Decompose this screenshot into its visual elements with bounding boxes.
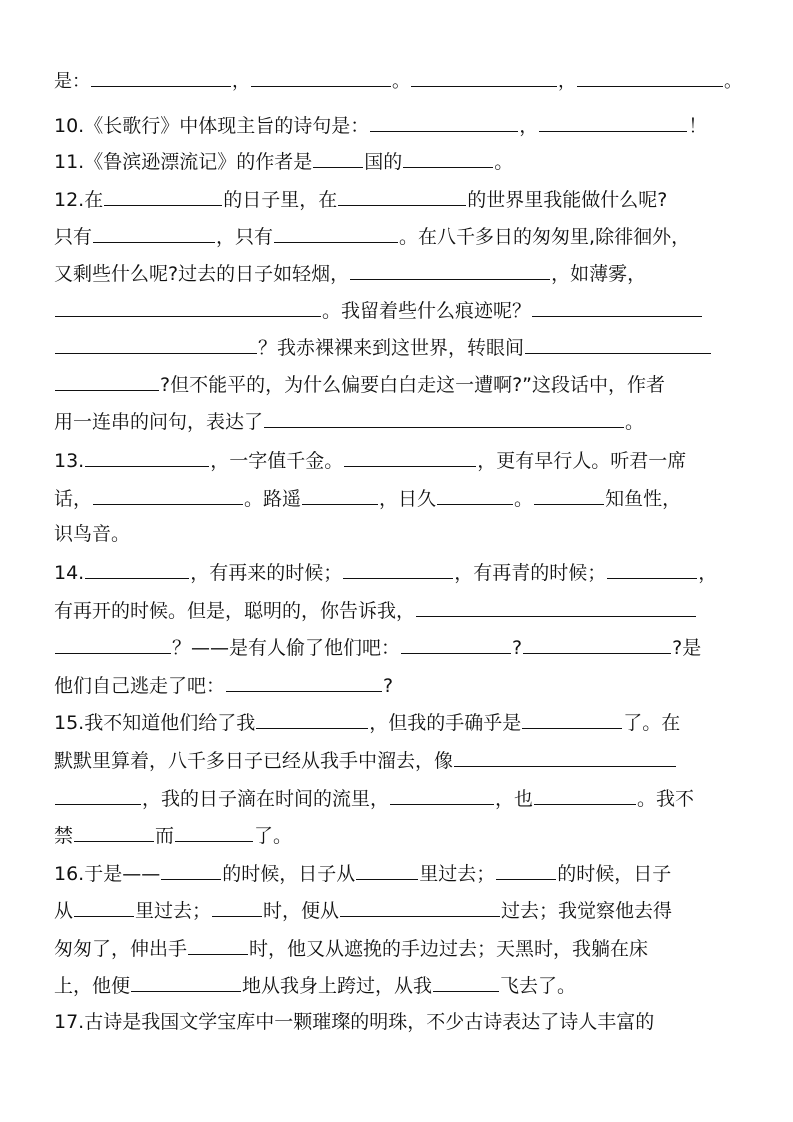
answer-blank[interactable] bbox=[454, 746, 676, 767]
answer-blank[interactable] bbox=[264, 407, 624, 428]
answer-blank[interactable] bbox=[403, 147, 493, 168]
text-line: 又剩些什么呢?过去的日子如轻烟， ，如薄雾， bbox=[54, 259, 744, 287]
text-line: 禁 而 了。 bbox=[54, 821, 744, 849]
text-line: 是： ， 。 ， 。 bbox=[54, 66, 744, 95]
answer-blank[interactable] bbox=[607, 558, 697, 579]
question-15: 15.我不知道他们给了我 ，但我的手确乎是 了。在 bbox=[54, 708, 744, 736]
text-line: ？我赤裸裸来到这世界，转眼间 bbox=[54, 333, 744, 361]
answer-blank[interactable] bbox=[390, 784, 494, 805]
text-line: ?但不能平的，为什么偏要白白走这一遭啊?”这段话中，作者 bbox=[54, 370, 744, 398]
text-line: 话， 。路遥 ，日久 。 知鱼性， bbox=[54, 484, 744, 512]
answer-blank[interactable] bbox=[539, 111, 687, 132]
question-10: 10.《长歌行》中体现主旨的诗句是： ， ！ bbox=[54, 111, 744, 139]
text-line: 有再开的时候。但是，聪明的，你告诉我， bbox=[54, 596, 744, 624]
answer-blank[interactable] bbox=[212, 896, 262, 917]
answer-blank[interactable] bbox=[338, 185, 466, 206]
answer-blank[interactable] bbox=[416, 596, 696, 617]
text-line: 上，他便 地从我身上跨过，从我 飞去了。 bbox=[54, 971, 744, 999]
answer-blank[interactable] bbox=[433, 971, 499, 992]
answer-blank[interactable] bbox=[532, 296, 702, 317]
answer-blank[interactable] bbox=[55, 333, 257, 354]
answer-blank[interactable] bbox=[401, 633, 511, 654]
answer-blank[interactable] bbox=[343, 558, 453, 579]
question-12: 12.在 的日子里，在 的世界里我能做什么呢? bbox=[54, 185, 744, 213]
question-13: 13. ，一字值千金。 ，更有早行人。听君一席 bbox=[54, 446, 744, 474]
answer-blank[interactable] bbox=[274, 222, 398, 243]
answer-blank[interactable] bbox=[525, 333, 711, 354]
answer-blank[interactable] bbox=[523, 633, 671, 654]
answer-blank[interactable] bbox=[340, 896, 500, 917]
answer-blank[interactable] bbox=[534, 484, 604, 505]
answer-blank[interactable] bbox=[256, 708, 368, 729]
answer-blank[interactable] bbox=[534, 784, 636, 805]
answer-blank[interactable] bbox=[350, 259, 550, 280]
answer-blank[interactable] bbox=[437, 484, 513, 505]
answer-blank[interactable] bbox=[104, 185, 222, 206]
answer-blank[interactable] bbox=[55, 370, 159, 391]
answer-blank[interactable] bbox=[175, 821, 253, 842]
answer-blank[interactable] bbox=[93, 484, 243, 505]
answer-blank[interactable] bbox=[302, 484, 378, 505]
answer-blank[interactable] bbox=[85, 446, 209, 467]
answer-blank[interactable] bbox=[131, 971, 241, 992]
answer-blank[interactable] bbox=[91, 66, 231, 87]
answer-blank[interactable] bbox=[356, 859, 418, 880]
text-line: 从 里过去； 时，便从 过去；我觉察他去得 bbox=[54, 896, 744, 924]
answer-blank[interactable] bbox=[411, 66, 557, 87]
answer-blank[interactable] bbox=[496, 859, 556, 880]
question-17: 17.古诗是我国文学宝库中一颗璀璨的明珠，不少古诗表达了诗人丰富的 bbox=[54, 1011, 655, 1033]
answer-blank[interactable] bbox=[370, 111, 518, 132]
answer-blank[interactable] bbox=[313, 147, 363, 168]
answer-blank[interactable] bbox=[85, 558, 189, 579]
answer-blank[interactable] bbox=[55, 296, 321, 317]
text-line: 匆匆了，伸出手 时，他又从遮挽的手边过去；天黑时，我躺在床 bbox=[54, 934, 744, 962]
answer-blank[interactable] bbox=[74, 896, 134, 917]
answer-blank[interactable] bbox=[55, 784, 141, 805]
answer-blank[interactable] bbox=[344, 446, 476, 467]
text-line: ，我的日子滴在时间的流里， ，也 。我不 bbox=[54, 784, 744, 812]
text-line: 。我留着些什么痕迹呢？ bbox=[54, 296, 744, 324]
answer-blank[interactable] bbox=[93, 222, 215, 243]
answer-blank[interactable] bbox=[522, 708, 622, 729]
answer-blank[interactable] bbox=[55, 633, 171, 654]
answer-blank[interactable] bbox=[74, 821, 154, 842]
text-line: 用一连串的问句，表达了 。 bbox=[54, 407, 744, 435]
text-line: 他们自己逃走了吧： ? bbox=[54, 671, 744, 699]
text-line: 默默里算着，八千多日子已经从我手中溜去，像 bbox=[54, 746, 744, 774]
answer-blank[interactable] bbox=[251, 66, 391, 87]
answer-blank[interactable] bbox=[188, 934, 248, 955]
question-16: 16.于是—— 的时候，日子从 里过去； 的时候，日子 bbox=[54, 859, 744, 887]
question-11: 11.《鲁滨逊漂流记》的作者是 国的 。 bbox=[54, 147, 744, 175]
text-line: ？——是有人偷了他们吧： ? ?是 bbox=[54, 633, 744, 661]
answer-blank[interactable] bbox=[226, 671, 382, 692]
text-line: 只有 ，只有 。在八千多日的匆匆里,除徘徊外， bbox=[54, 222, 744, 250]
answer-blank[interactable] bbox=[577, 66, 723, 87]
answer-blank[interactable] bbox=[161, 859, 221, 880]
text-line: 识鸟音。 bbox=[54, 523, 131, 545]
question-14: 14. ，有再来的时候； ，有再青的时候； ， bbox=[54, 558, 744, 586]
